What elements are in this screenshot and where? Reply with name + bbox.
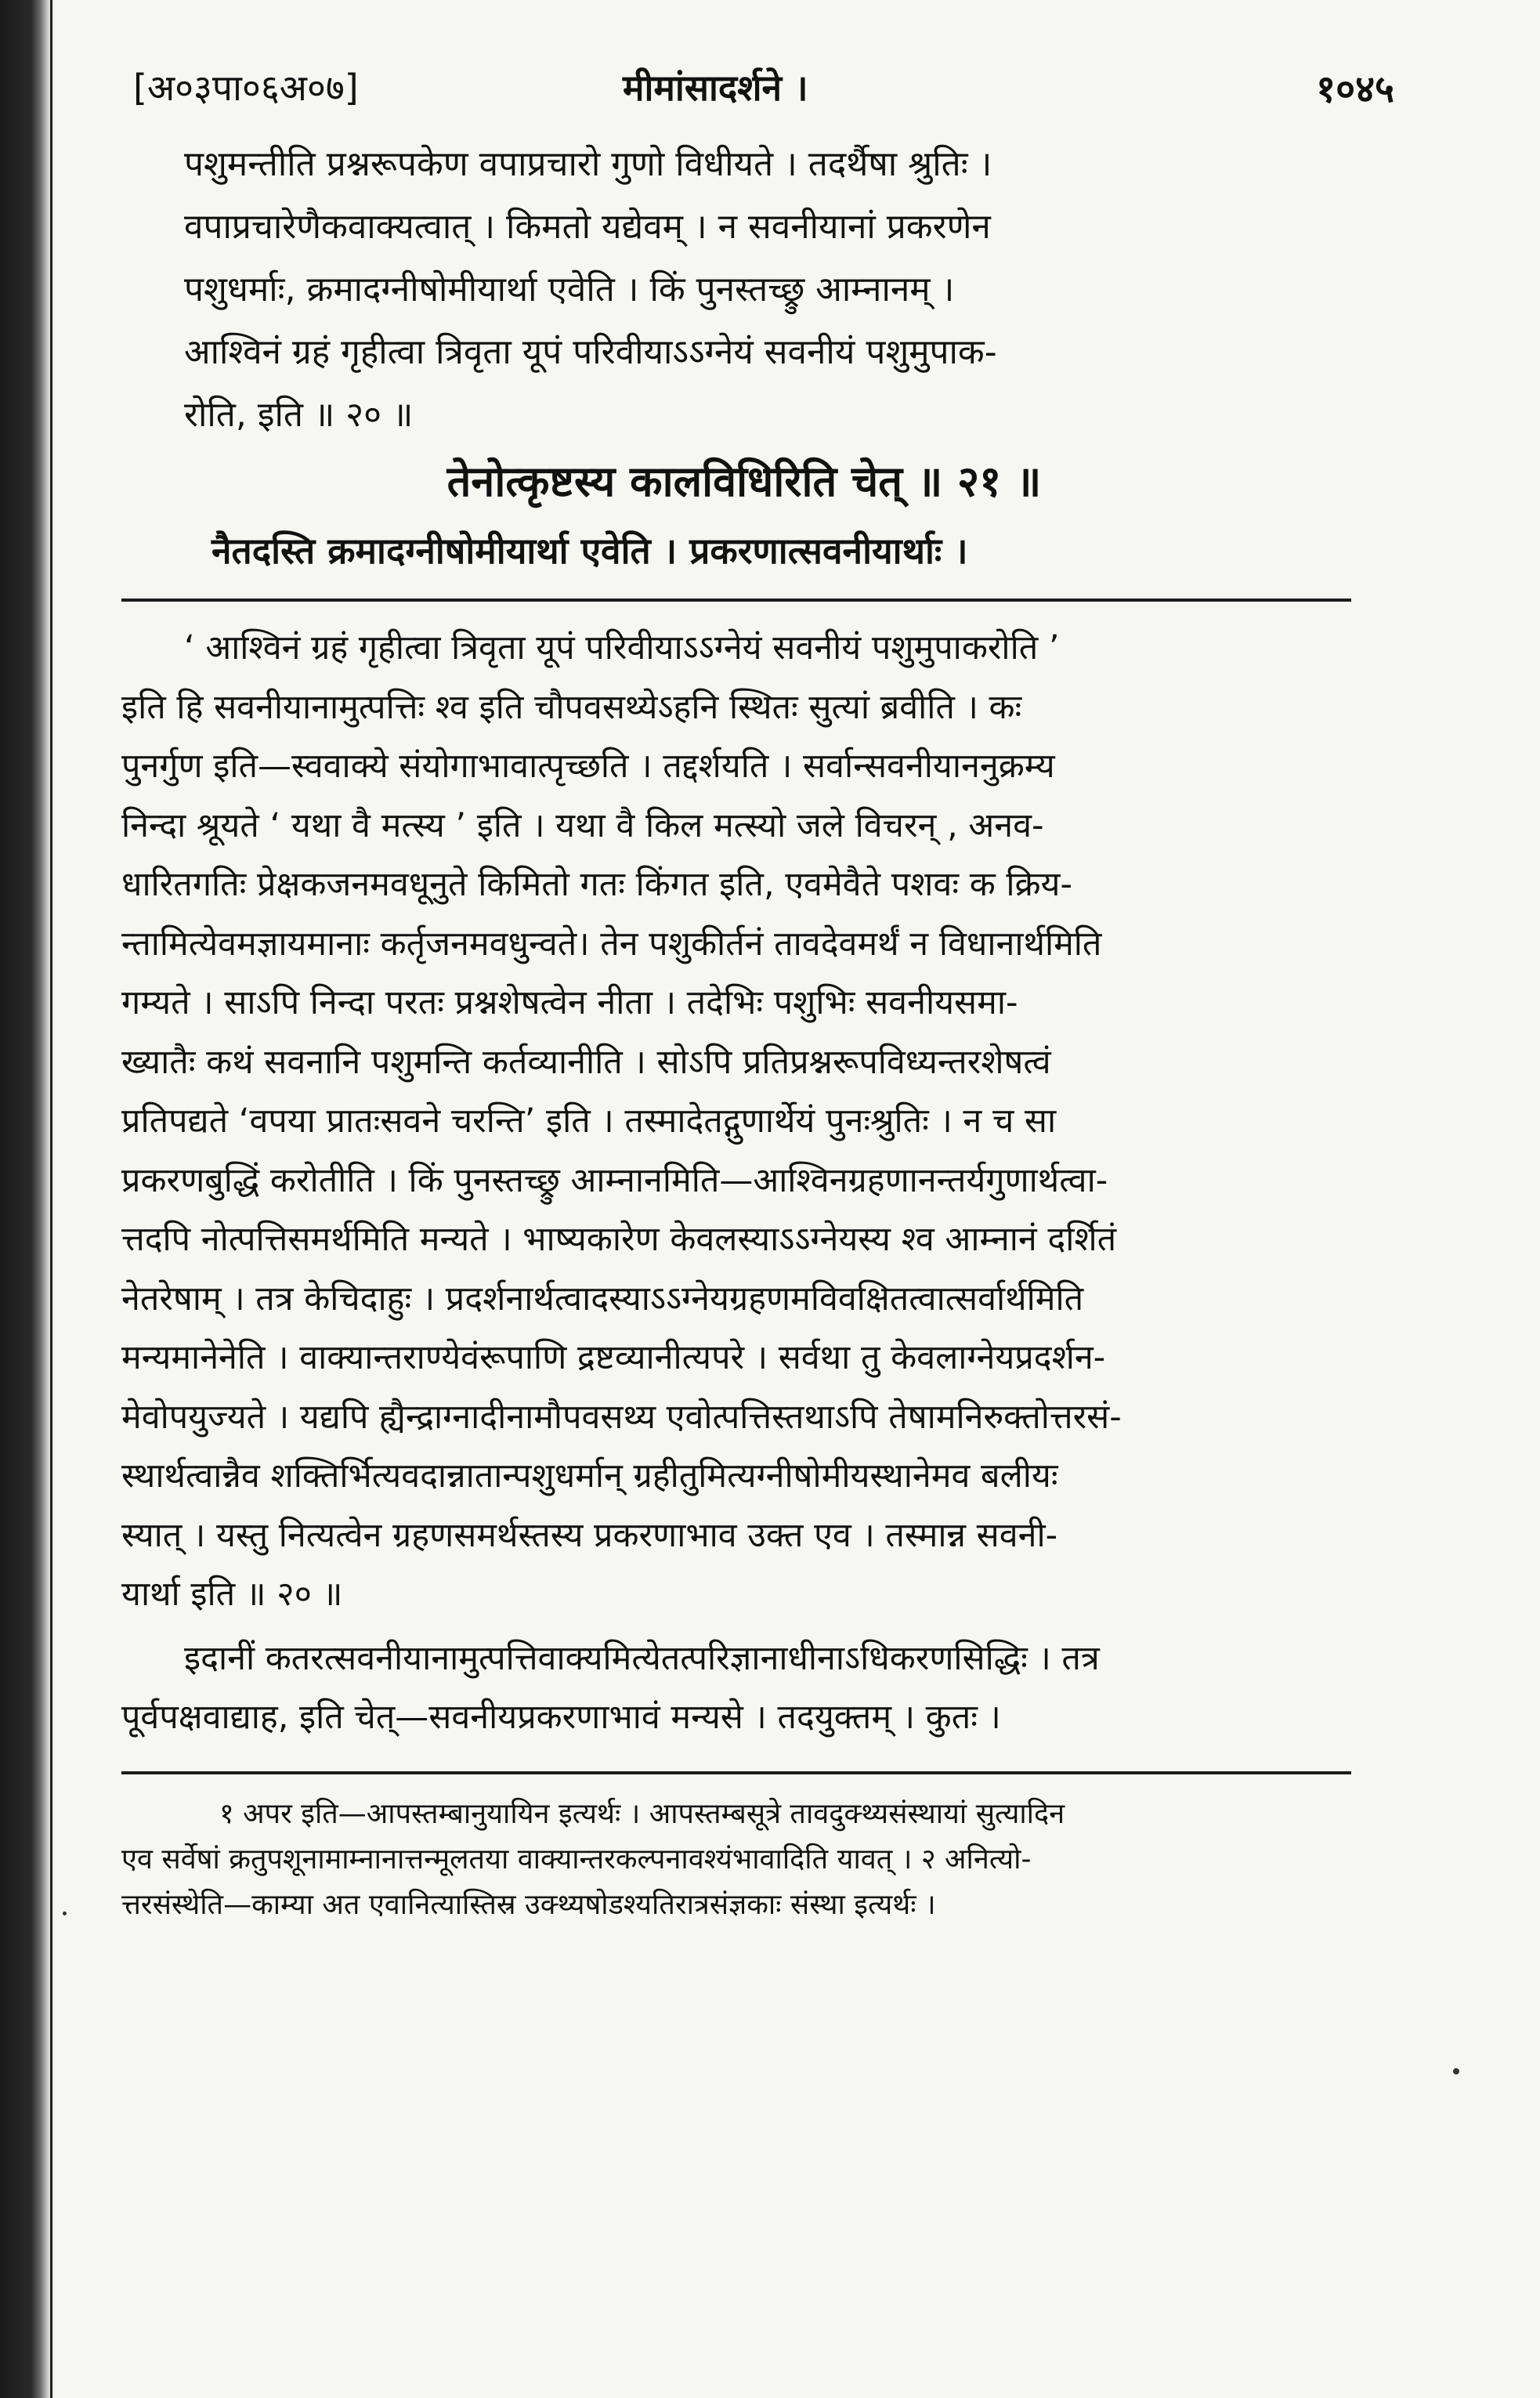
footnote-line: १ अपर इति—आपस्तम्बानुयायिन इत्यर्थः । आपस्तम्बसूत्रे तावदुक्थ्यसंस्थायां सुत्यादिन [219, 1797, 1065, 1830]
footnote-line: त्तरसंस्थेति—काम्या अत एवानित्यास्तिस्र उक्थ्यषोडश्यतिरात्रसंज्ञकाः संस्था इत्यर्थः । [121, 1888, 936, 1921]
margin-dot [1453, 2068, 1459, 2074]
commentary-line: पूर्वपक्षवाद्याह, इति चेत्—सवनीयप्रकरणाभावं मन्यसे । तदयुक्तम् । कुतः । [121, 1698, 1001, 1737]
section-divider [121, 599, 1351, 602]
footnote-line: एव सर्वेषां क्रतुपशूनामाम्नानात्तन्मूलतया वाक्यान्तरकल्पनावश्यंभावादिति यावत् । २ अनित्यो- [121, 1843, 1032, 1875]
binding-edge [0, 0, 55, 2398]
commentary-line: त्तदपि नोत्पत्तिसमर्थमिति मन्यते । भाष्यकारेण केवलस्याऽऽग्नेयस्य श्व आम्नानं दर्शितं [121, 1220, 1117, 1259]
page-number: १०४५ [1316, 67, 1394, 111]
commentary-line: प्रकरणबुद्धिं करोतीति । किं पुनस्तच्छ्रु आम्नानमिति—आश्विनग्रहणानन्तर्यगुणार्थत्वा- [121, 1160, 1108, 1200]
commentary-line: स्थार्थत्वान्नैव शक्तिर्भित्यवदान्नातान्पशुधर्मान् ग्रहीतुमित्यग्नीषोमीयस्थानेमव बलीयः [121, 1456, 1058, 1496]
text-line: आश्विनं ग्रहं गृहीत्वा त्रिवृता यूपं परिवीयाऽऽग्नेयं सवनीयं पशुमुपाक- [184, 332, 997, 372]
commentary-line: धारितगतिः प्रेक्षकजनमवधूनुते किमितो गतः किंगत इति, एवमेवैते पशवः क क्रिय- [121, 865, 1072, 904]
binding-rule [50, 0, 52, 2398]
chapter-reference: [अ०३पा०६अ०७] [133, 67, 359, 109]
commentary-line: यार्था इति ॥ २० ॥ [121, 1575, 343, 1614]
footnotes-block [110, 1792, 1379, 1928]
commentary-line: न्तामित्येवमज्ञायमानाः कर्तृजनमवधुन्वते। तेन पशुकीर्तनं तावदेवमर्थं न विधानार्थमिति [121, 924, 1102, 964]
commentary-line: ख्यातैः कथं सवनानि पशुमन्ति कर्तव्यानीति । सोऽपि प्रतिप्रश्नरूपविध्यन्तरशेषत्वं [121, 1042, 1051, 1082]
footnote-divider [121, 1771, 1351, 1774]
commentary-line: मन्यमानेनेति । वाक्यान्तराण्येवंरूपाणि द्रष्टव्यानीत्यपरे । सर्वथा तु केवलाग्नेयप्रदर्शन- [121, 1338, 1106, 1377]
text-line: वपाप्रचारेणैकवाक्यत्वात् । किमतो यद्येवम् । न सवनीयानां प्रकरणेन [184, 207, 991, 247]
commentary-line: निन्दा श्रूयते ‘ यथा वै मत्स्य ’ इति । यथा वै किल मत्स्यो जले विचरन् , अनव- [121, 805, 1044, 845]
text-line: रोति, इति ॥ २० ॥ [184, 395, 414, 435]
page-title: मीमांसादर्शने । [623, 67, 808, 109]
commentary-line: पुनर्गुण इति—स्ववाक्ये संयोगाभावात्पृच्छति । तद्दर्शयति । सर्वान्सवनीयाननुक्रम्य [121, 747, 1055, 786]
sutra-gloss: नैतदस्ति क्रमादग्नीषोमीयार्था एवेति । प्रकरणात्सवनीयार्थाः । [211, 530, 968, 572]
commentary-line: प्रतिपद्यते ‘वपया प्रातःसवने चरन्ति’ इति । तस्मादेतद्गुणार्थेयं पुनःश्रुतिः । न च सा [121, 1101, 1057, 1141]
commentary-line: इति हि सवनीयानामुत्पत्तिः श्व इति चौपवसथ्येऽहनि स्थितः सुत्यां ब्रवीति । कः [121, 687, 1022, 727]
upper-text-block [110, 133, 1379, 447]
commentary-paragraph-2 [110, 1629, 1379, 1748]
commentary-line: इदानीं कतरत्सवनीयानामुत्पत्तिवाक्यमित्येतत्परिज्ञानाधीनाऽधिकरणसिद्धिः । तत्र [184, 1638, 1100, 1678]
sutra-heading: तेनोत्कृष्टस्य कालविधिरिति चेत् ॥ २१ ॥ [446, 457, 1042, 506]
margin-dot [63, 1912, 67, 1915]
page [110, 47, 1394, 1928]
text-line: पशुधर्माः, क्रमादग्नीषोमीयार्था एवेति । किं पुनस्तच्छ्रु आम्नानम् । [184, 269, 955, 309]
commentary-line: मेवोपयुज्यते । यद्यपि ह्यैन्द्राग्नादीनामौपवसथ्य एवोत्पत्तिस्तथाऽपि तेषामनिरुक्तोत्तरसं- [121, 1397, 1122, 1437]
text-line: पशुमन्तीति प्रश्नरूपकेण वपाप्रचारो गुणो विधीयते । तदर्थैषा श्रुतिः । [184, 144, 992, 184]
commentary-line: ‘ आश्विनं ग्रहं गृहीत्वा त्रिवृता यूपं परिवीयाऽऽग्नेयं सवनीयं पशुमुपाकरोति ’ [184, 628, 1060, 667]
commentary-block [110, 619, 1379, 1748]
commentary-line: नेतरेषाम् । तत्र केचिदाहुः । प्रदर्शनार्थत्वादस्याऽऽग्नेयग्रहणमविवक्षितत्वात्सर्वार्थमिति [121, 1279, 1084, 1318]
commentary-line: गम्यते । साऽपि निन्दा परतः प्रश्नशेषत्वेन नीता । तदेभिः पशुभिः सवनीयसमा- [121, 983, 1018, 1022]
page-header [110, 47, 1394, 133]
commentary-line: स्यात् । यस्तु नित्यत्वेन ग्रहणसमर्थस्तस्य प्रकरणाभाव उक्त एव । तस्मान्न सवनी- [121, 1515, 1058, 1555]
